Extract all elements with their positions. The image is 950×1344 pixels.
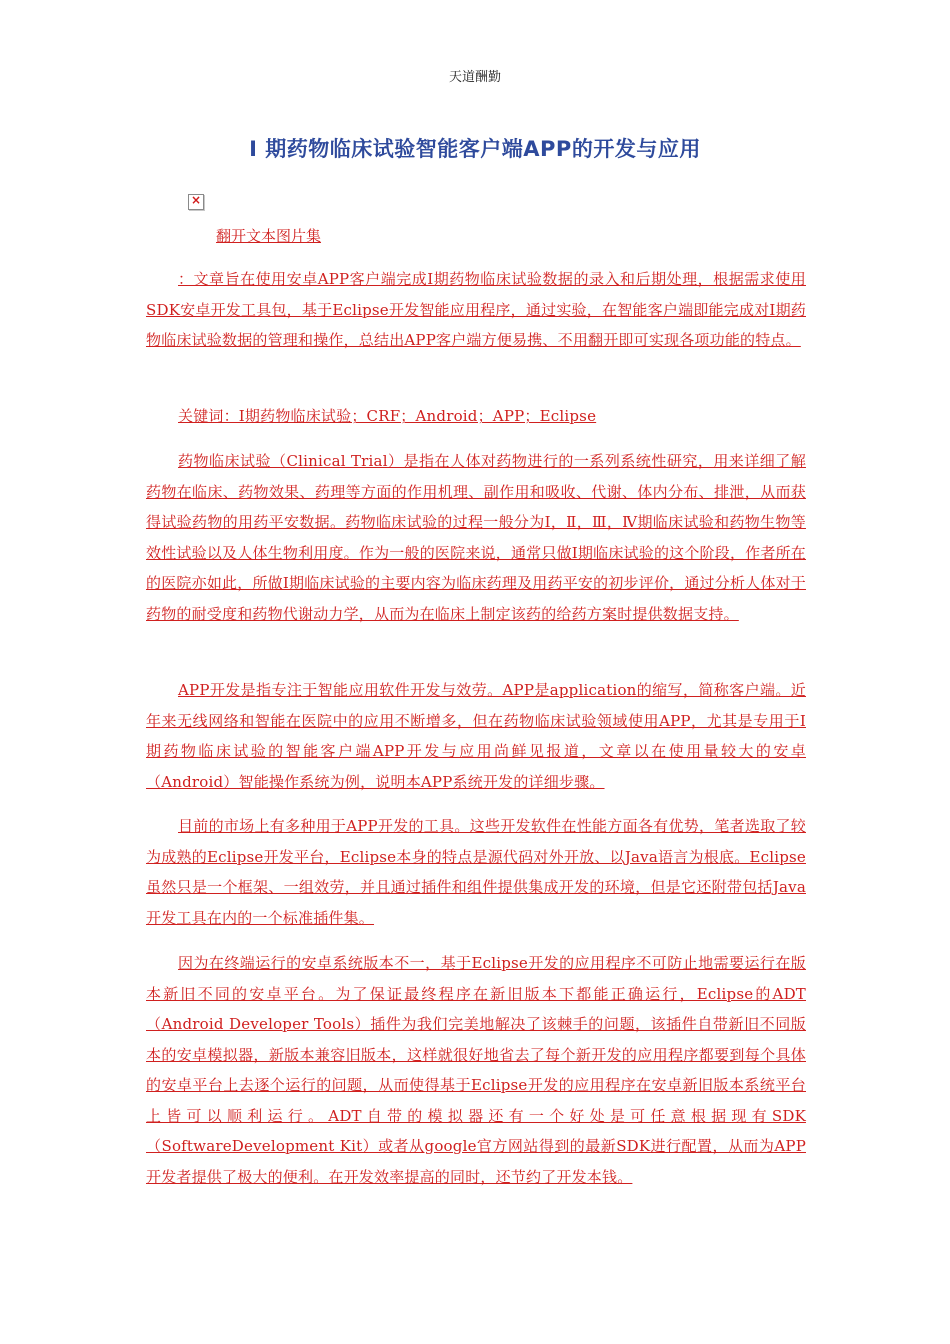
- open-image-gallery-link[interactable]: 翻开文本图片集: [216, 227, 322, 245]
- body-paragraph-app-development[interactable]: APP开发是指专注于智能应用软件开发与效劳。APP是application的缩写，简称客户端。近年来无线网络和智能在医院中的应用不断增多，但在药物临床试验领域使用APP，尤其是专用于Ⅰ期药物临床试验的智能客户端APP开发与应用尚鲜见报道，文章以在使用量较大的安卓（Android）智能操作系统为例，说明本APP系统开发的详细步骤。: [146, 681, 806, 791]
- keywords-paragraph[interactable]: 关键词：Ⅰ期药物临床试验；CRF；Android；APP；Eclipse: [178, 407, 597, 425]
- body-paragraph-clinical-trial[interactable]: 药物临床试验（Clinical Trial）是指在人体对药物进行的一系列系统性研究，用来详细了解药物在临床、药物效果、药理等方面的作用机理、副作用和吸收、代谢、体内分布、排泄，从而获得试验药物的用药平安数据。药物临床试验的过程一般分为Ⅰ，Ⅱ，Ⅲ，Ⅳ期临床试验和药物生物等效性试验以及人体生物利用度。作为一般的医院来说，通常只做Ⅰ期临床试验的这个阶段，作者所在的医院亦如此，所做Ⅰ期临床试验的主要内容为临床药理及用药平安的初步评价，通过分析人体对于药物的耐受度和药物代谢动力学，从而为在临床上制定该药的给药方案时提供数据支持。: [146, 452, 806, 623]
- broken-image-icon[interactable]: ×: [188, 194, 204, 210]
- page-title: Ⅰ 期药物临床试验智能客户端APP的开发与应用: [249, 137, 701, 161]
- abstract-paragraph[interactable]: ：文章旨在使用安卓APP客户端完成Ⅰ期药物临床试验数据的录入和后期处理，根据需求使用SDK安卓开发工具包，基于Eclipse开发智能应用程序，通过实验，在智能客户端即能完成对Ⅰ期药物临床试验数据的管理和操作，总结出APP客户端方便易携、不用翻开即可实现各项功能的特点。: [146, 270, 806, 349]
- body-paragraph-adt-plugin[interactable]: 因为在终端运行的安卓系统版本不一，基于Eclipse开发的应用程序不可防止地需要运行在版本新旧不同的安卓平台。为了保证最终程序在新旧版本下都能正确运行，Eclipse的ADT（Android Developer Tools）插件为我们完美地解决了该棘手的问题，该插件自带新旧不同版本的安卓模拟器，新版本兼容旧版本，这样就很好地省去了每个新开发的应用程序都要到每个具体的安卓平台上去逐个运行的问题，从而使得基于Eclipse开发的应用程序在安卓新旧版本系统平台上皆可以顺利运行。ADT自带的模拟器还有一个好处是可任意根据现有SDK（SoftwareDevelopment Kit）或者从google官方网站得到的最新SDK进行配置，从而为APP开发者提供了极大的便利。在开发效率提高的同时，还节约了开发本钱。: [146, 954, 806, 1186]
- page-header: 天道酬勤: [448, 70, 501, 85]
- body-paragraph-dev-tools[interactable]: 目前的市场上有多种用于APP开发的工具。这些开发软件在性能方面各有优势，笔者选取了较为成熟的Eclipse开发平台，Eclipse本身的特点是源代码对外开放、以Java语言为根底。Eclipse虽然只是一个框架、一组效劳，并且通过插件和组件提供集成开发的环境，但是它还附带包括Java开发工具在内的一个标准插件集。: [146, 817, 806, 927]
